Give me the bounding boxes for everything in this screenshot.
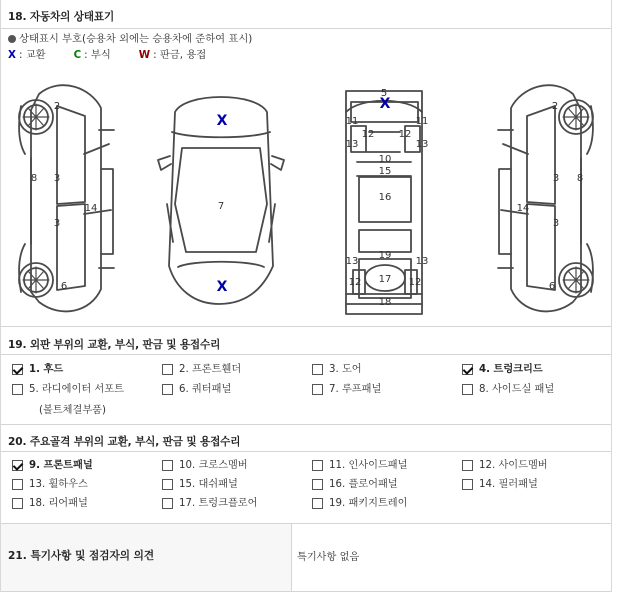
underbody-label-13-rear-left: 13	[345, 256, 359, 267]
remarks-text: 특기사항 없음	[297, 552, 360, 563]
checkbox-wheel-house[interactable]	[12, 478, 88, 491]
option-door-label: 3. 도어	[329, 364, 362, 375]
option-inside-panel-label: 11. 인사이드패널	[329, 460, 408, 471]
checkbox-icon[interactable]	[12, 479, 23, 490]
legend-text-exchange: : 교환	[18, 49, 46, 61]
legend-code-x: X	[8, 49, 16, 61]
left-label-2: 2	[53, 101, 61, 112]
legend-corrosion	[74, 47, 111, 63]
remarks-value-cell	[292, 524, 611, 591]
option-dash-panel-label: 15. 대쉬패널	[179, 479, 238, 490]
section-19-title: 19. 외판 부위의 교환, 부식, 판금 및 용접수리	[8, 339, 221, 351]
checkbox-icon[interactable]	[312, 479, 323, 490]
checkbox-icon[interactable]	[462, 479, 473, 490]
option-floor-panel-label: 16. 플로어패널	[329, 479, 398, 490]
option-hood-label: 1. 후드	[29, 364, 64, 375]
underbody-label-11-left: 11	[345, 116, 359, 127]
section-18-title: 18. 자동차의 상태표기	[8, 11, 115, 23]
section-18-divider	[1, 28, 611, 29]
radiator-support-note: (볼트체결부품)	[39, 405, 106, 416]
underbody-label-13-rear-right: 13	[415, 256, 429, 267]
section-20-title: 20. 주요골격 부위의 교환, 부식, 판금 및 용접수리	[8, 436, 241, 448]
option-radiator-support-label: 5. 라디에이터 서포트	[29, 384, 124, 395]
hood-exchange-mark: X	[216, 113, 228, 129]
checkbox-icon[interactable]	[12, 498, 23, 509]
section-20-top-divider	[1, 424, 611, 425]
legend-exchange	[8, 47, 46, 63]
checkbox-hood[interactable]	[12, 363, 63, 376]
checkbox-icon[interactable]	[312, 498, 323, 509]
underbody-label-17: 17	[378, 274, 392, 285]
checkbox-inside-panel[interactable]	[312, 459, 408, 472]
checkbox-rear-panel[interactable]	[12, 497, 88, 510]
remarks-label-cell	[1, 524, 292, 591]
underbody-label-19: 19	[378, 250, 392, 261]
right-label-3b: 3	[552, 218, 560, 229]
underbody-label-16: 16	[378, 192, 392, 203]
left-label-14: 14	[84, 203, 98, 214]
checkbox-icon[interactable]	[162, 460, 173, 471]
option-rear-panel-label: 18. 리어패널	[29, 498, 88, 509]
option-front-panel-label: 9. 프론트패널	[29, 460, 93, 471]
option-pillar-panel-label: 14. 필러패널	[479, 479, 538, 490]
section-21-title: 21. 특기사항 및 점검자의 의견	[8, 550, 155, 562]
checkbox-front-panel[interactable]	[12, 459, 93, 472]
right-label-2: 2	[551, 101, 559, 112]
option-wheel-house-label: 13. 휠하우스	[29, 479, 88, 490]
checkbox-side-sill-panel[interactable]	[462, 383, 554, 396]
checkbox-icon[interactable]	[312, 384, 323, 395]
checkbox-roof-panel[interactable]	[312, 383, 381, 396]
underbody-label-11-right: 11	[415, 116, 429, 127]
underbody-label-15: 15	[378, 166, 392, 177]
checkbox-side-member[interactable]	[462, 459, 548, 472]
checkbox-icon[interactable]	[312, 460, 323, 471]
checkbox-front-fender[interactable]	[162, 363, 241, 376]
option-cross-member-label: 10. 크로스멤버	[179, 460, 248, 471]
underbody-label-12-rear-right: 12	[408, 277, 422, 288]
option-side-sill-panel-label: 8. 사이드실 패널	[479, 384, 555, 395]
right-label-3a: 3	[552, 173, 560, 184]
front-panel-exchange-mark: X	[379, 96, 391, 112]
checkbox-pillar-panel[interactable]	[462, 478, 538, 491]
underbody-label-18: 18	[378, 297, 392, 308]
underbody-label-5: 5	[380, 88, 388, 99]
checkbox-icon[interactable]	[12, 384, 23, 395]
checkbox-trunk-lid[interactable]	[462, 363, 543, 376]
checkbox-icon[interactable]	[162, 364, 173, 375]
legend-text-weld: : 판금, 용접	[153, 49, 207, 61]
checkbox-icon[interactable]	[162, 384, 173, 395]
checkbox-floor-panel[interactable]	[312, 478, 398, 491]
checkbox-radiator-support[interactable]	[12, 383, 124, 396]
checkbox-icon[interactable]	[462, 364, 473, 375]
left-side-car-outline	[19, 85, 114, 311]
right-label-14: 14	[516, 203, 530, 214]
option-package-tray-label: 19. 패키지트레이	[329, 498, 408, 509]
right-label-6: 6	[548, 281, 556, 292]
checkbox-trunk-floor[interactable]	[162, 497, 258, 510]
underbody-label-12-rear-left: 12	[348, 277, 362, 288]
section-20-title-divider	[1, 451, 611, 452]
legend-code-c: C	[73, 49, 82, 61]
legend-text-corrosion: : 부식	[84, 49, 111, 61]
option-trunk-floor-label: 17. 트렁크플로어	[179, 498, 258, 509]
vehicle-diagram	[1, 84, 611, 316]
checkbox-door[interactable]	[312, 363, 362, 376]
legend-code-w: W	[138, 49, 151, 61]
checkbox-icon[interactable]	[462, 460, 473, 471]
section-19-title-divider	[1, 354, 611, 355]
legend-header	[8, 31, 252, 47]
left-label-8: 8	[30, 173, 38, 184]
underbody-label-12-left: 12	[361, 129, 375, 140]
status-legend	[8, 31, 252, 63]
checkbox-dash-panel[interactable]	[162, 478, 238, 491]
legend-weld	[139, 47, 206, 63]
checkbox-cross-member[interactable]	[162, 459, 248, 472]
checkbox-icon[interactable]	[12, 460, 23, 471]
option-roof-panel-label: 7. 루프패널	[329, 384, 382, 395]
right-side-car-outline	[498, 85, 593, 311]
right-label-8: 8	[576, 173, 584, 184]
legend-line: 상태표시 부호(승용차 외에는 승용차에 준하여 표시)	[19, 33, 253, 45]
trunk-exchange-mark: X	[216, 279, 228, 295]
checkbox-quarter-panel[interactable]	[162, 383, 231, 396]
left-label-6: 6	[60, 281, 68, 292]
legend-codes	[8, 47, 252, 63]
option-front-fender-label: 2. 프론트휀더	[179, 364, 242, 375]
option-quarter-panel-label: 6. 쿼터패널	[179, 384, 232, 395]
checkbox-icon[interactable]	[12, 364, 23, 375]
bullet-icon	[8, 35, 16, 43]
checkbox-icon[interactable]	[462, 384, 473, 395]
checkbox-icon[interactable]	[312, 364, 323, 375]
remarks-row	[1, 523, 611, 592]
checkbox-package-tray[interactable]	[312, 497, 408, 510]
left-label-3b: 3	[53, 218, 61, 229]
checkbox-icon[interactable]	[162, 479, 173, 490]
checkbox-icon[interactable]	[162, 498, 173, 509]
underbody-label-13-front-right: 13	[415, 139, 429, 150]
section-19-top-divider	[1, 326, 611, 327]
left-label-3a: 3	[53, 173, 61, 184]
option-side-member-label: 12. 사이드멤버	[479, 460, 548, 471]
option-trunk-lid-label: 4. 트렁크리드	[479, 364, 543, 375]
underbody-label-13-front-left: 13	[345, 139, 359, 150]
underbody-label-10: 10	[378, 154, 392, 165]
top-label-7: 7	[217, 201, 225, 212]
underbody-label-12-right: 12	[398, 129, 412, 140]
